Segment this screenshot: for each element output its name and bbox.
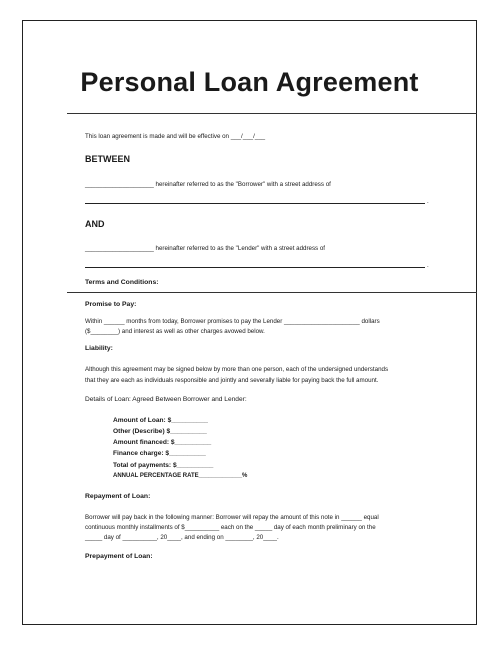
intro-text: This loan agreement is made and will be effective on ___/___/___ [85,133,266,140]
between-heading: BETWEEN [85,154,130,164]
address-end-2: . [427,262,429,269]
amount-financed: Amount financed: $__________ [113,439,212,446]
and-heading: AND [85,219,105,229]
finance-charge: Finance charge: $__________ [113,450,206,457]
promise-heading: Promise to Pay: [85,301,137,308]
promise-line-1: Within ______ months from today, Borrower promises to pay the Lender ______________________ dollars [85,318,380,325]
total-of-payments: Total of payments: $__________ [113,462,214,469]
prepayment-heading: Prepayment of Loan: [85,553,153,560]
liability-line-1: Although this agreement may be signed below by more than one person, each of the undersigned understands [85,366,389,373]
borrower-address-line [85,203,425,204]
other-describe: Other (Describe) $__________ [113,428,207,435]
lender-address-line [85,267,425,268]
address-end-1: . [427,198,429,205]
amount-of-loan: Amount of Loan: $__________ [113,417,208,424]
repay-line-1: Borrower will pay back in the following manner: Borrower will repay the amount of this note in ______ equal [85,514,379,521]
repay-line-3: _____ day of __________, 20____, and ending on ________, 20____. [85,534,279,541]
liability-heading: Liability: [85,345,113,352]
liability-line-2: that they are each as individuals responsible and jointly and severally liable for paying back the full amount. [85,377,379,384]
repay-line-2: continuous monthly installments of $__________ each on the _____ day of each month preliminary on the [85,524,376,531]
annual-percentage-rate: ANNUAL PERCENTAGE RATE_____________% [113,473,248,479]
borrower-line: ____________________ hereinafter referred to as the "Borrower" with a street address of [85,181,331,188]
repayment-heading: Repayment of Loan: [85,493,151,500]
document-page [22,20,477,625]
details-heading: Details of Loan: Agreed Between Borrower and Lender: [85,396,247,403]
document-title: Personal Loan Agreement [80,67,419,97]
terms-heading: Terms and Conditions: [85,279,159,286]
lender-line: ____________________ hereinafter referred to as the "Lender" with a street address of [85,245,326,252]
terms-divider [67,292,477,293]
promise-line-2: ($________) and interest as well as other charges avowed below. [85,328,265,335]
title-divider [67,113,477,114]
